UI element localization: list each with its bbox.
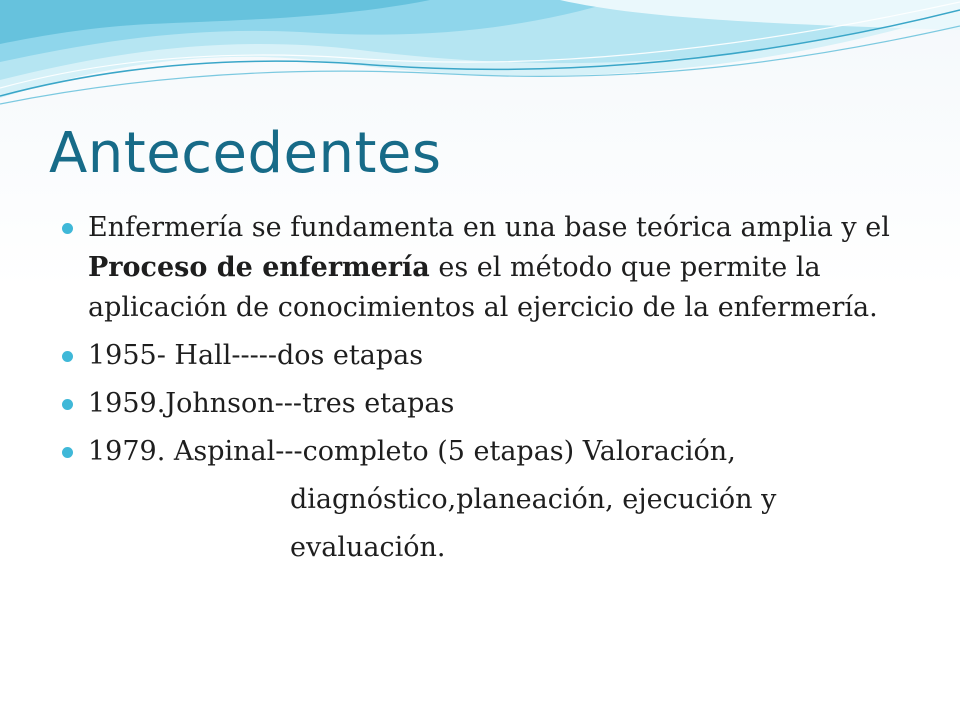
bullet-continuation-line: evaluación.	[290, 532, 446, 563]
slide-title: Antecedentes	[49, 121, 442, 186]
bullet-item-johnson	[60, 384, 910, 424]
bullet-item-hall	[60, 336, 910, 376]
bullet-continuation-line: diagnóstico,planeación, ejecución y	[290, 484, 777, 515]
bullet-list	[60, 208, 910, 576]
bullet-item-aspinal	[60, 432, 910, 568]
bullet-text: es el método que permite la aplicación de conocimientos al ejercicio de la enfermería.	[88, 252, 878, 323]
bullet-dot-icon	[62, 447, 73, 458]
header-wave-decoration	[0, 0, 960, 110]
bullet-item-definition	[60, 208, 910, 328]
bullet-dot-icon	[62, 351, 73, 362]
bullet-text: 1959.Johnson---tres etapas	[88, 388, 455, 419]
bullet-text: 1955- Hall-----dos etapas	[88, 340, 424, 371]
bullet-dot-icon	[62, 399, 73, 410]
bullet-bold-text: Proceso de enfermería	[88, 252, 430, 283]
bullet-dot-icon	[62, 223, 73, 234]
bullet-text: 1979. Aspinal---completo (5 etapas) Valoración,	[88, 436, 736, 467]
bullet-text: Enfermería se fundamenta en una base teórica amplia y el	[88, 212, 890, 243]
